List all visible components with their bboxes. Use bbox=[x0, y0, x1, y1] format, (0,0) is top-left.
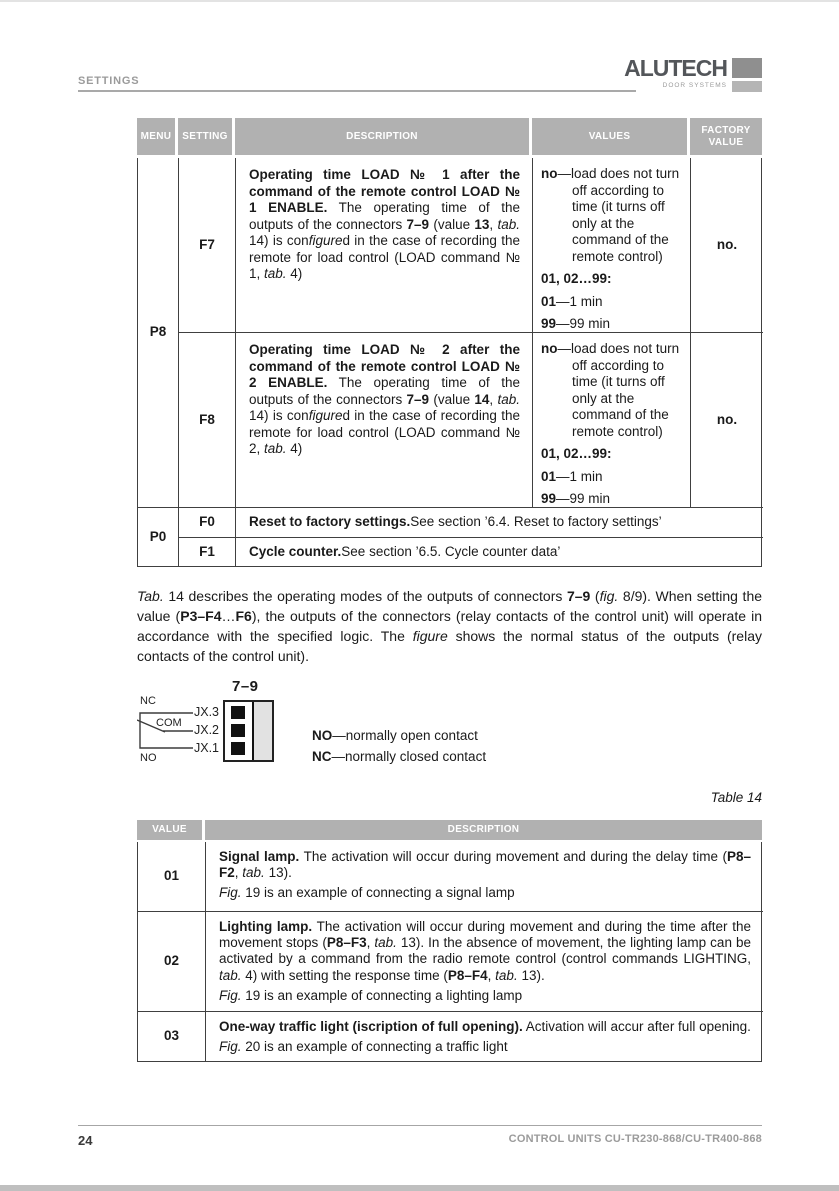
setting-cell-f0: F0 bbox=[179, 508, 236, 538]
legend-line-nc: NC—normally closed contact bbox=[312, 748, 487, 764]
column-header-description: DESCRIPTION bbox=[235, 118, 532, 155]
description-paragraph: Fig. 20 is an example of connecting a traffic light bbox=[219, 1039, 508, 1055]
table14-caption: Table 14 bbox=[710, 790, 762, 805]
menu-cell-p8: P8 bbox=[138, 158, 179, 508]
value-option: no—load does not turn off according to time (it turns off only at the command of the remote control) bbox=[541, 341, 680, 439]
connector-pin bbox=[231, 742, 245, 755]
description-paragraph: One-way traffic light (iscription of full opening). Activation will accur after full opening. bbox=[219, 1019, 751, 1034]
factory-cell-f7: no. bbox=[691, 158, 763, 333]
column-header-values: VALUES bbox=[532, 118, 690, 155]
column-header-value: VALUE bbox=[137, 820, 205, 840]
column-header-setting: SETTING bbox=[178, 118, 235, 155]
values-table-body bbox=[137, 842, 762, 1062]
values-table-header bbox=[137, 820, 762, 840]
diagram-title: 7–9 bbox=[232, 678, 259, 695]
value-option: 99—99 min bbox=[541, 316, 611, 331]
value-cell-02: 02 bbox=[138, 912, 206, 1012]
section-label: SETTINGS bbox=[78, 75, 140, 87]
page-footer bbox=[78, 1125, 762, 1148]
footer-doc-title: CONTROL UNITS CU-TR230-868/CU-TR400-868 bbox=[508, 1133, 762, 1145]
logo-bar-bottom bbox=[732, 81, 762, 92]
contact-legend bbox=[312, 726, 486, 767]
column-header-menu: MENU bbox=[137, 118, 178, 155]
logo-bars-icon bbox=[732, 58, 762, 92]
description-paragraph: Lighting lamp. The activation will occur during movement and during the time after the movement stops (P8–F3, tab. 13). In the absence of movement, the lighting lamp can be activated by a command from the radio remote control (control commands LIGHTING, tab. 4) with setting the response time (P8–F4, tab. 13). bbox=[219, 919, 751, 983]
header-rule bbox=[78, 90, 636, 92]
value-option: 01, 02…99: bbox=[541, 271, 612, 286]
value-option: 01, 02…99: bbox=[541, 446, 612, 461]
page-edge-top bbox=[0, 0, 839, 2]
description-cell-02 bbox=[206, 912, 763, 1012]
legend-line-no: NO—normally open contact bbox=[312, 728, 478, 743]
setting-cell-f7: F7 bbox=[179, 158, 236, 333]
description-cell-03 bbox=[206, 1012, 763, 1061]
contact-diagram bbox=[137, 676, 637, 776]
description-paragraph: Signal lamp. The activation will occur during movement and during the delay time (P8–F2, tab. 13). bbox=[219, 849, 751, 881]
intro-paragraph: Tab. 14 describes the operating modes of the outputs of connectors 7–9 (fig. 8/9). When setting the value (P3–F4…F6), the outputs of the connectors (relay contacts of the control unit) will operate in accordance with the specified logic. The figure shows the normal status of the outputs (relay contacts of the control unit). bbox=[137, 588, 763, 664]
page-edge-bottom bbox=[0, 1185, 839, 1191]
settings-table bbox=[137, 118, 762, 567]
value-option: 01—1 min bbox=[541, 293, 603, 309]
connector-block-body bbox=[252, 702, 272, 760]
setting-cell-f1: F1 bbox=[179, 538, 236, 566]
terminal-label-jx3: JX.3 bbox=[194, 705, 220, 719]
value-option: 99—99 min bbox=[541, 491, 611, 506]
brand-tagline: DOOR SYSTEMS bbox=[662, 82, 727, 89]
description-cell-f7: Operating time LOAD № 1 after the command of the remote control LOAD № 1 ENABLE. The operating time of the outputs of the connectors 7–9 (value 13, tab. 14) is configured in the case of recording the remote for load control (LOAD command № 1, tab. 4) bbox=[236, 158, 533, 333]
connector-block bbox=[223, 700, 274, 762]
page-number: 24 bbox=[78, 1133, 93, 1148]
settings-table-body bbox=[137, 158, 762, 567]
description-paragraph: Fig. 19 is an example of connecting a signal lamp bbox=[219, 885, 515, 901]
brand-name: ALUTECH bbox=[624, 55, 727, 81]
contact-label-no: NO bbox=[140, 752, 157, 764]
terminal-label-jx1: JX.1 bbox=[194, 741, 220, 755]
connector-pin bbox=[231, 706, 245, 719]
setting-cell-f8: F8 bbox=[179, 333, 236, 508]
value-cell-03: 03 bbox=[138, 1012, 206, 1061]
connector-pin bbox=[231, 724, 245, 737]
values-table bbox=[137, 820, 762, 1062]
settings-table-header bbox=[137, 118, 762, 155]
description-paragraph: Fig. 19 is an example of connecting a lighting lamp bbox=[219, 987, 523, 1003]
terminal-label-jx2: JX.2 bbox=[194, 723, 220, 737]
factory-cell-f8: no. bbox=[691, 333, 763, 508]
values-cell-f7 bbox=[533, 158, 691, 333]
contact-label-nc: NC bbox=[140, 695, 156, 707]
column-header-description2: DESCRIPTION bbox=[205, 820, 762, 840]
contact-label-com: COM bbox=[156, 717, 182, 729]
value-cell-01: 01 bbox=[138, 842, 206, 912]
values-cell-f8 bbox=[533, 333, 691, 508]
value-option: 01—1 min bbox=[541, 468, 603, 484]
column-header-factory-value: FACTORY VALUE bbox=[690, 118, 762, 155]
menu-cell-p0: P0 bbox=[138, 508, 179, 566]
value-option: no—load does not turn off according to time (it turns off only at the command of the remote control) bbox=[541, 166, 680, 264]
description-cell-f1: Cycle counter. See section ’6.5. Cycle counter data’ bbox=[249, 543, 561, 559]
description-cell-f8: Operating time LOAD № 2 after the command of the remote control LOAD № 2 ENABLE. The operating time of the outputs of the connectors 7–9 (value 14, tab. 14) is configured in the case of recording the remote for load control (LOAD command № 2, tab. 4) bbox=[236, 333, 533, 508]
brand-logo bbox=[624, 56, 762, 92]
description-cell-f0: Reset to factory settings. See section ’6.4. Reset to factory settings’ bbox=[236, 508, 763, 538]
logo-bar-top bbox=[732, 58, 762, 78]
description-cell-01 bbox=[206, 842, 763, 912]
brand-logo-text bbox=[624, 56, 727, 89]
